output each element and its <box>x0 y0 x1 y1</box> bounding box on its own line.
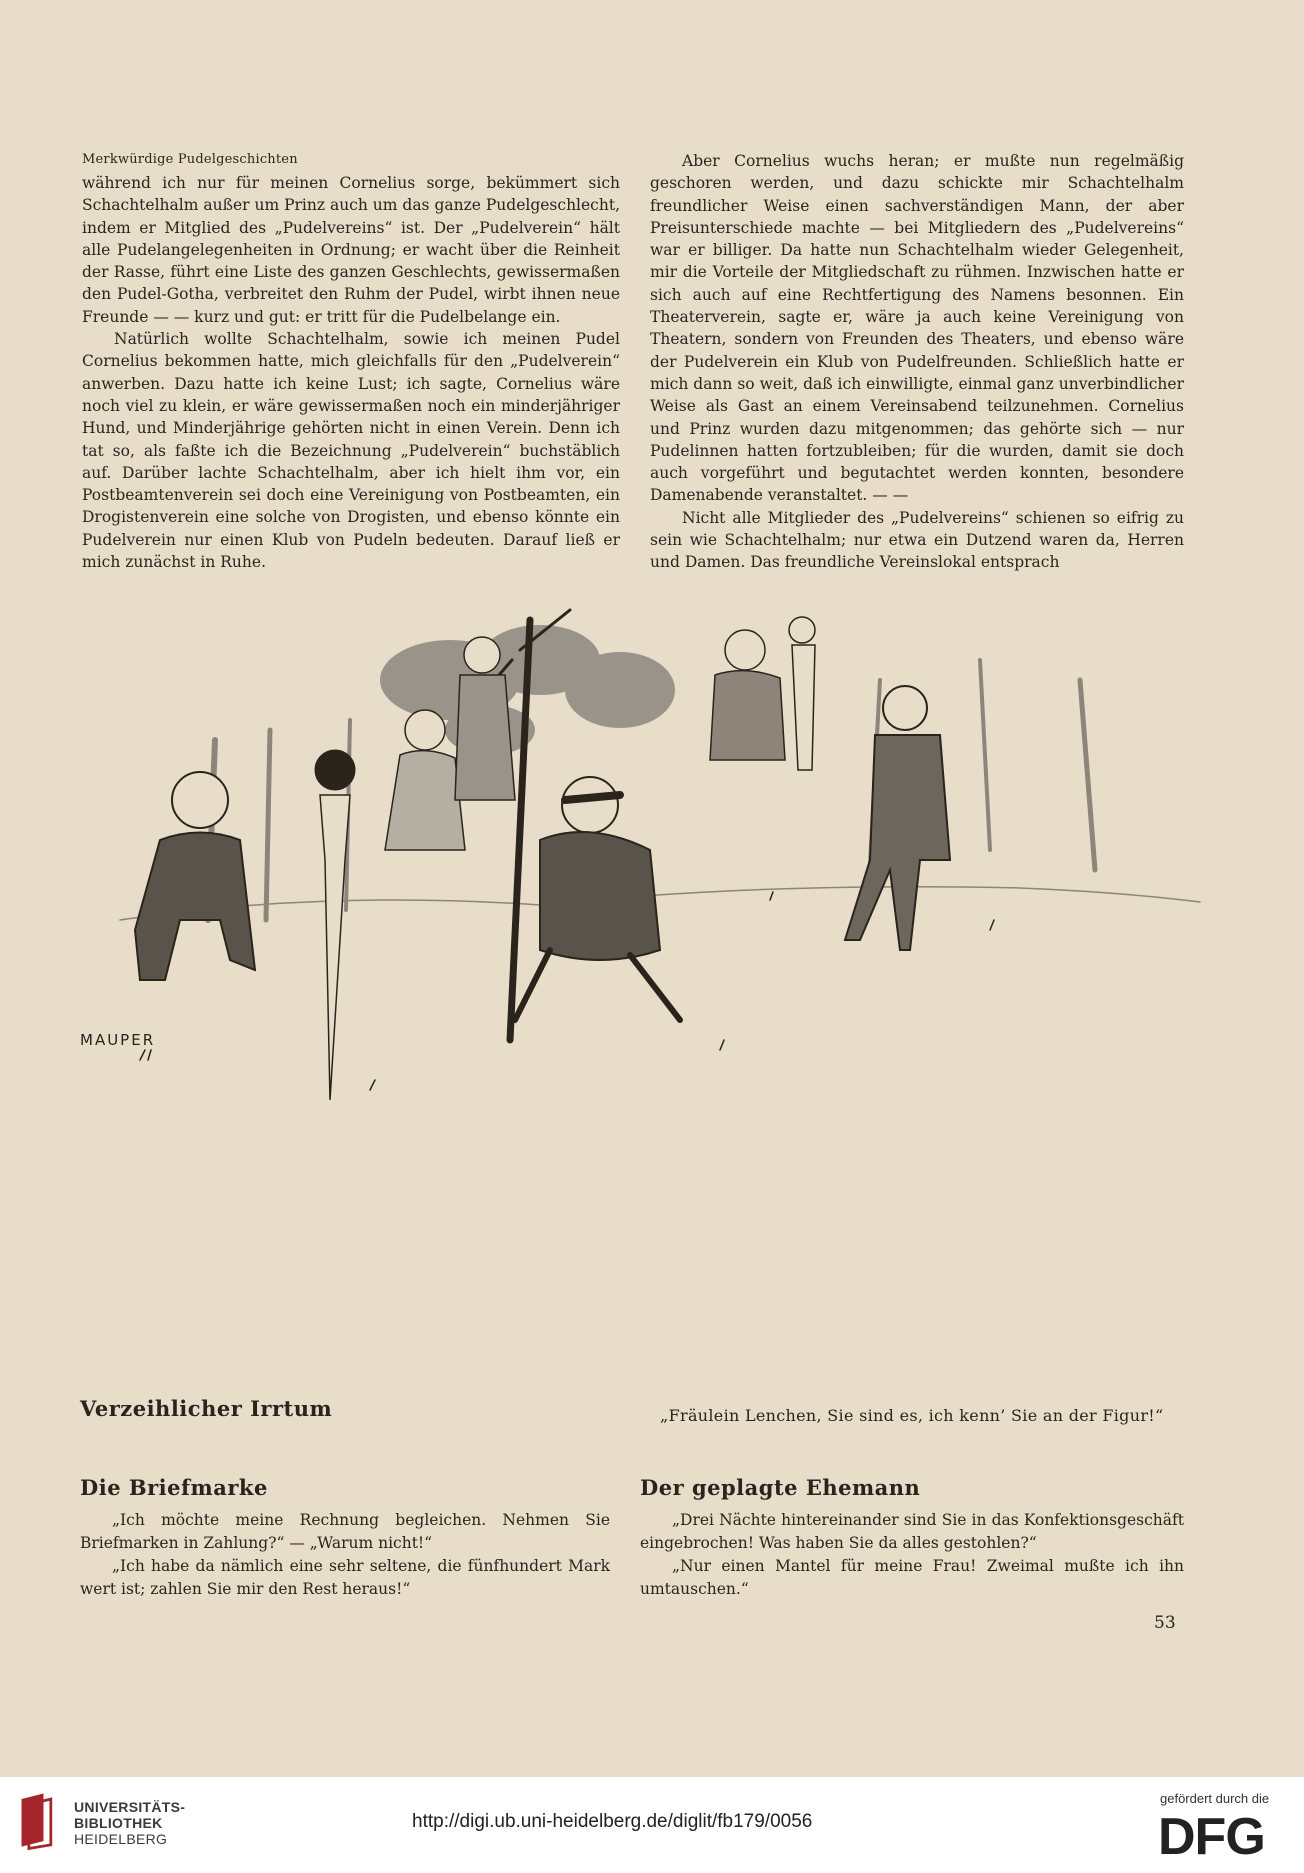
library-logo-icon[interactable] <box>16 1791 60 1851</box>
article-paragraph: Aber Cornelius wuchs heran; er mußte nun regelmäßig geschoren werden, und dazu schickte mir Schachtelhalm freundlicher Weise einen sachverständigen Mann, der aber Preisunterschiede machte — bei Mitgliedern des „Pudelvereins“ war er billiger. Da hatte nun Schachtelhalm wieder Gelegenheit, mir die Vorteile der Mitgliedschaft zu rühmen. Inzwischen hatte er sich auch auf eine Rechtfertigung des Namens besonnen. Ein Theaterverein, sagte er, wäre ja auch keine Vereinigung von Theatern, sondern von Freunden des Theaters, und ebenso wäre der Pudelverein ein Klub von Pudelfreunden. Schließlich hatte er mich dann so weit, daß ich einwilligte, einmal ganz unverbindlicher Weise als Gast an einem Vereinsabend teilzunehmen. Cornelius und Prinz wurden dazu mitgenommen; das gehörte sich — nur Pudelinnen hatten fortzubleiben; für die wurden, damit sie doch auch vorgeführt und begutachtet werden konnten, besondere Damenabende veranstaltet. — — <box>650 152 1184 505</box>
library-name: UNIVERSITÄTS- BIBLIOTHEK HEIDELBERG <box>74 1799 186 1847</box>
cartoon-illustration <box>80 620 1200 1400</box>
joke-title: Die Briefmarke <box>80 1475 268 1500</box>
joke-paragraph: „Nur einen Mantel für meine Frau! Zweimal mußte ich ihn umtauschen.“ <box>640 1557 1184 1598</box>
article-paragraph: während ich nur für meinen Cornelius sorge, bekümmert sich Schachtelhalm außer um Prinz auch um das ganze Pudelgeschlecht, indem er Mitglied des „Pudelvereins“ ist. Der „Pudelverein“ hält alle Pudelangelegenheiten in Ordnung; er wacht über die Reinheit der Rasse, führt eine Liste des ganzen Geschlechts, gewissermaßen den Pudel-Gotha, verbreitet den Ruhm der Pudel, wirbt ihnen neue Freunde — — kurz und gut: er tritt für die Pudelbelange ein. <box>82 174 620 326</box>
joke-briefmarke <box>80 1476 610 1601</box>
article-right-column <box>650 150 1184 574</box>
joke-ehemann <box>640 1476 1184 1601</box>
joke-paragraph: „Ich möchte meine Rechnung begleichen. Nehmen Sie Briefmarken in Zahlung?“ — „Warum nicht!“ <box>80 1511 610 1552</box>
artist-signature: MAUPER <box>80 1031 156 1049</box>
article-left-column <box>82 172 620 573</box>
article-paragraph: Natürlich wollte Schachtelhalm, sowie ich meinen Pudel Cornelius bekommen hatte, mich gleichfalls für den „Pudelverein“ anwerben. Dazu hatte ich keine Lust; ich sagte, Cornelius wäre noch viel zu klein, er wäre gewissermaßen noch ein minderjähriger Hund, und Minderjährige gehörten nicht in einen Verein. Denn ich tat so, als faßte ich die Bezeichnung „Pudelverein“ buchstäblich auf. Darüber lachte Schachtelhalm, aber ich hielt ihm vor, ein Postbeamtenverein sei doch eine Vereinigung von Postbeamten, ein Drogistenverein eine solche von Drogisten, und ebenso könnte ein Pudelverein nur einen Klub von Pudeln bedeuten. Darauf ließ er mich zunächst in Ruhe. <box>82 330 620 572</box>
joke-title: Der geplagte Ehemann <box>640 1475 921 1500</box>
dfg-logo[interactable]: DFG <box>1158 1808 1265 1866</box>
permalink-url[interactable]: http://digi.ub.uni-heidelberg.de/diglit/fb179/0056 <box>412 1811 813 1832</box>
cartoon-title: Verzeihlicher Irrtum <box>80 1396 333 1421</box>
page-number: 53 <box>1154 1613 1176 1633</box>
running-head: Merkwürdige Pudelgeschichten <box>82 152 298 167</box>
viewer-footer <box>0 1777 1304 1873</box>
cartoon-caption: „Fräulein Lenchen, Sie sind es, ich kenn’ Sie an der Figur!“ <box>660 1406 1164 1425</box>
joke-paragraph: „Ich habe da nämlich eine sehr seltene, die fünfhundert Mark wert ist; zahlen Sie mir den Rest heraus!“ <box>80 1557 610 1598</box>
joke-paragraph: „Drei Nächte hintereinander sind Sie in das Konfektionsgeschäft eingebrochen! Was haben Sie da alles gestohlen?“ <box>640 1511 1184 1552</box>
article-paragraph: Nicht alle Mitglieder des „Pudelvereins“ schienen so eifrig zu sein wie Schachtelhalm; nur etwa ein Dutzend waren da, Herren und Damen. Das freundliche Vereinslokal entsprach <box>650 508 1184 572</box>
funding-note: gefördert durch die <box>1160 1791 1270 1806</box>
